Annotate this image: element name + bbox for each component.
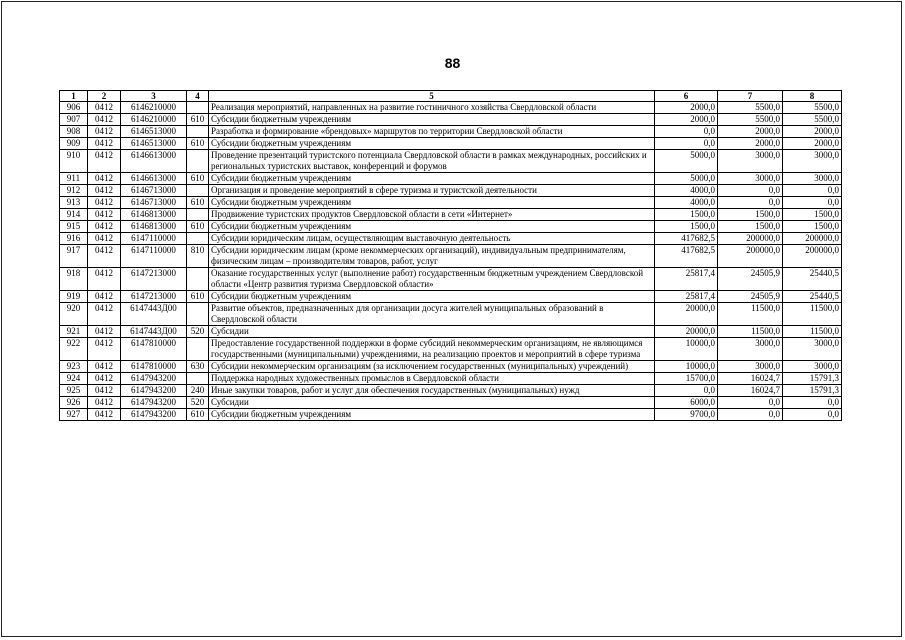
- expense-type-cell: 810: [187, 245, 209, 268]
- item-name-cell: Развитие объектов, предназначенных для организации досуга жителей муниципальных образований в Свердловской области: [209, 303, 655, 326]
- item-name-cell: Организация и проведение мероприятий в сфере туризма и туристской деятельности: [209, 185, 655, 197]
- column-header: 5: [209, 91, 655, 102]
- amount-col6-cell: 25817,4: [655, 291, 718, 303]
- item-name-cell: Субсидии бюджетным учреждениям: [209, 197, 655, 209]
- table-row: [60, 303, 842, 326]
- row-number-cell: 920: [60, 303, 88, 326]
- section-code-cell: 0412: [88, 173, 121, 185]
- table-row: [60, 114, 842, 126]
- row-number-cell: 912: [60, 185, 88, 197]
- amount-col8-cell: 5500,0: [783, 114, 842, 126]
- section-code-cell: 0412: [88, 409, 121, 421]
- section-code-cell: 0412: [88, 102, 121, 114]
- amount-col7-cell: 24505,9: [718, 291, 783, 303]
- amount-col8-cell: 25440,5: [783, 291, 842, 303]
- amount-col6-cell: 0,0: [655, 138, 718, 150]
- row-number-cell: 922: [60, 338, 88, 361]
- expense-type-cell: [187, 102, 209, 114]
- table-row: [60, 373, 842, 385]
- target-code-cell: 6146613000: [121, 150, 187, 173]
- amount-col8-cell: 11500,0: [783, 326, 842, 338]
- target-code-cell: 6147943200: [121, 385, 187, 397]
- table-row: [60, 338, 842, 361]
- expense-type-cell: 240: [187, 385, 209, 397]
- section-code-cell: 0412: [88, 361, 121, 373]
- section-code-cell: 0412: [88, 291, 121, 303]
- amount-col6-cell: 10000,0: [655, 361, 718, 373]
- item-name-cell: Субсидии юридическим лицам, осуществляющим выставочную деятельность: [209, 233, 655, 245]
- amount-col6-cell: 15700,0: [655, 373, 718, 385]
- column-header: 8: [783, 91, 842, 102]
- amount-col6-cell: 5000,0: [655, 150, 718, 173]
- item-name-cell: Субсидии бюджетным учреждениям: [209, 114, 655, 126]
- amount-col8-cell: 0,0: [783, 185, 842, 197]
- section-code-cell: 0412: [88, 209, 121, 221]
- target-code-cell: 6147110000: [121, 245, 187, 268]
- amount-col7-cell: 5500,0: [718, 114, 783, 126]
- column-header: 6: [655, 91, 718, 102]
- amount-col6-cell: 9700,0: [655, 409, 718, 421]
- amount-col8-cell: 200000,0: [783, 233, 842, 245]
- target-code-cell: 6147213000: [121, 291, 187, 303]
- target-code-cell: 6147943200: [121, 409, 187, 421]
- target-code-cell: 6146513000: [121, 126, 187, 138]
- item-name-cell: Разработка и формирование «брендовых» маршрутов по территории Свердловской области: [209, 126, 655, 138]
- amount-col7-cell: 2000,0: [718, 126, 783, 138]
- amount-col6-cell: 20000,0: [655, 303, 718, 326]
- row-number-cell: 921: [60, 326, 88, 338]
- row-number-cell: 914: [60, 209, 88, 221]
- item-name-cell: Оказание государственных услуг (выполнение работ) государственным бюджетным учреждением Свердловской области «Центр развития туризма Свердловской области»: [209, 268, 655, 291]
- amount-col6-cell: 2000,0: [655, 114, 718, 126]
- amount-col7-cell: 200000,0: [718, 233, 783, 245]
- column-header: 1: [60, 91, 88, 102]
- row-number-cell: 926: [60, 397, 88, 409]
- table-row: [60, 245, 842, 268]
- item-name-cell: Иные закупки товаров, работ и услуг для обеспечения государственных (муниципальных) нужд: [209, 385, 655, 397]
- section-code-cell: 0412: [88, 185, 121, 197]
- expense-type-cell: [187, 268, 209, 291]
- amount-col6-cell: 1500,0: [655, 209, 718, 221]
- amount-col6-cell: 10000,0: [655, 338, 718, 361]
- section-code-cell: 0412: [88, 373, 121, 385]
- section-code-cell: 0412: [88, 114, 121, 126]
- column-header: 7: [718, 91, 783, 102]
- item-name-cell: Поддержка народных художественных промыслов в Свердловской области: [209, 373, 655, 385]
- amount-col6-cell: 4000,0: [655, 185, 718, 197]
- row-number-cell: 919: [60, 291, 88, 303]
- table-row: [60, 409, 842, 421]
- amount-col7-cell: 0,0: [718, 197, 783, 209]
- amount-col8-cell: 3000,0: [783, 338, 842, 361]
- expense-type-cell: 610: [187, 291, 209, 303]
- amount-col7-cell: 1500,0: [718, 221, 783, 233]
- amount-col6-cell: 20000,0: [655, 326, 718, 338]
- target-code-cell: 6147810000: [121, 361, 187, 373]
- expense-type-cell: 610: [187, 409, 209, 421]
- amount-col8-cell: 11500,0: [783, 303, 842, 326]
- amount-col8-cell: 1500,0: [783, 209, 842, 221]
- item-name-cell: Субсидии юридическим лицам (кроме некоммерческих организаций), индивидуальным предпринимателям, физическим лицам – производителям товаров, работ, услуг: [209, 245, 655, 268]
- amount-col8-cell: 3000,0: [783, 361, 842, 373]
- column-header: 2: [88, 91, 121, 102]
- expense-type-cell: 520: [187, 397, 209, 409]
- item-name-cell: Субсидии бюджетным учреждениям: [209, 173, 655, 185]
- target-code-cell: 6147110000: [121, 233, 187, 245]
- amount-col7-cell: 11500,0: [718, 303, 783, 326]
- row-number-cell: 909: [60, 138, 88, 150]
- amount-col8-cell: 2000,0: [783, 138, 842, 150]
- section-code-cell: 0412: [88, 338, 121, 361]
- expense-type-cell: 610: [187, 114, 209, 126]
- section-code-cell: 0412: [88, 150, 121, 173]
- target-code-cell: 6147810000: [121, 338, 187, 361]
- target-code-cell: 6146513000: [121, 138, 187, 150]
- amount-col8-cell: 0,0: [783, 409, 842, 421]
- section-code-cell: 0412: [88, 126, 121, 138]
- table-row: [60, 209, 842, 221]
- amount-col7-cell: 3000,0: [718, 173, 783, 185]
- amount-col6-cell: 1500,0: [655, 221, 718, 233]
- section-code-cell: 0412: [88, 268, 121, 291]
- table-row: [60, 185, 842, 197]
- row-number-cell: 910: [60, 150, 88, 173]
- amount-col7-cell: 3000,0: [718, 361, 783, 373]
- target-code-cell: 6146813000: [121, 221, 187, 233]
- item-name-cell: Субсидии: [209, 397, 655, 409]
- amount-col8-cell: 0,0: [783, 397, 842, 409]
- section-code-cell: 0412: [88, 233, 121, 245]
- amount-col7-cell: 3000,0: [718, 338, 783, 361]
- expense-type-cell: 610: [187, 173, 209, 185]
- amount-col6-cell: 2000,0: [655, 102, 718, 114]
- section-code-cell: 0412: [88, 138, 121, 150]
- amount-col8-cell: 2000,0: [783, 126, 842, 138]
- row-number-cell: 915: [60, 221, 88, 233]
- row-number-cell: 917: [60, 245, 88, 268]
- amount-col8-cell: 200000,0: [783, 245, 842, 268]
- item-name-cell: Субсидии бюджетным учреждениям: [209, 291, 655, 303]
- table-row: [60, 268, 842, 291]
- row-number-cell: 927: [60, 409, 88, 421]
- amount-col8-cell: 1500,0: [783, 221, 842, 233]
- row-number-cell: 908: [60, 126, 88, 138]
- amount-col8-cell: 3000,0: [783, 173, 842, 185]
- amount-col7-cell: 3000,0: [718, 150, 783, 173]
- section-code-cell: 0412: [88, 397, 121, 409]
- section-code-cell: 0412: [88, 303, 121, 326]
- amount-col6-cell: 417682,5: [655, 233, 718, 245]
- row-number-cell: 911: [60, 173, 88, 185]
- page-number: 88: [444, 55, 461, 71]
- amount-col6-cell: 25817,4: [655, 268, 718, 291]
- amount-col8-cell: 5500,0: [783, 102, 842, 114]
- expense-type-cell: [187, 303, 209, 326]
- row-number-cell: 923: [60, 361, 88, 373]
- expense-type-cell: 520: [187, 326, 209, 338]
- item-name-cell: Субсидии некоммерческим организациям (за исключением государственных (муниципальных) учреждений): [209, 361, 655, 373]
- amount-col8-cell: 25440,5: [783, 268, 842, 291]
- amount-col6-cell: 5000,0: [655, 173, 718, 185]
- row-number-cell: 906: [60, 102, 88, 114]
- expense-type-cell: 630: [187, 361, 209, 373]
- section-code-cell: 0412: [88, 221, 121, 233]
- table-row: [60, 385, 842, 397]
- target-code-cell: 6147443Д00: [121, 326, 187, 338]
- amount-col7-cell: 5500,0: [718, 102, 783, 114]
- section-code-cell: 0412: [88, 326, 121, 338]
- item-name-cell: Реализация мероприятий, направленных на развитие гостиничного хозяйства Свердловской области: [209, 102, 655, 114]
- row-number-cell: 913: [60, 197, 88, 209]
- amount-col7-cell: 200000,0: [718, 245, 783, 268]
- table-row: [60, 361, 842, 373]
- target-code-cell: 6147443Д00: [121, 303, 187, 326]
- column-header: 3: [121, 91, 187, 102]
- table-row: [60, 221, 842, 233]
- table-row: [60, 197, 842, 209]
- expense-type-cell: 610: [187, 138, 209, 150]
- table-row: [60, 150, 842, 173]
- table-row: [60, 233, 842, 245]
- amount-col8-cell: 0,0: [783, 197, 842, 209]
- target-code-cell: 6146713000: [121, 197, 187, 209]
- item-name-cell: Предоставление государственной поддержки в форме субсидий некоммерческим организациям, не являющимся государственными (муниципальными) учреждениями, на реализацию проектов и мероприятий в сфере туризма: [209, 338, 655, 361]
- amount-col6-cell: 0,0: [655, 126, 718, 138]
- amount-col7-cell: 16024,7: [718, 385, 783, 397]
- target-code-cell: 6146210000: [121, 102, 187, 114]
- amount-col6-cell: 6000,0: [655, 397, 718, 409]
- table-row: [60, 397, 842, 409]
- expense-type-cell: [187, 373, 209, 385]
- row-number-cell: 916: [60, 233, 88, 245]
- item-name-cell: Субсидии бюджетным учреждениям: [209, 138, 655, 150]
- target-code-cell: 6146613000: [121, 173, 187, 185]
- table-row: [60, 138, 842, 150]
- amount-col7-cell: 1500,0: [718, 209, 783, 221]
- row-number-cell: 918: [60, 268, 88, 291]
- expense-type-cell: 610: [187, 221, 209, 233]
- expense-type-cell: [187, 209, 209, 221]
- amount-col8-cell: 3000,0: [783, 150, 842, 173]
- row-number-cell: 925: [60, 385, 88, 397]
- table-row: [60, 126, 842, 138]
- target-code-cell: 6147943200: [121, 373, 187, 385]
- target-code-cell: 6147943200: [121, 397, 187, 409]
- amount-col8-cell: 15791,3: [783, 373, 842, 385]
- amount-col6-cell: 4000,0: [655, 197, 718, 209]
- table-row: [60, 102, 842, 114]
- expense-type-cell: [187, 233, 209, 245]
- amount-col6-cell: 417682,5: [655, 245, 718, 268]
- amount-col8-cell: 15791,3: [783, 385, 842, 397]
- expense-type-cell: [187, 126, 209, 138]
- target-code-cell: 6147213000: [121, 268, 187, 291]
- item-name-cell: Субсидии бюджетным учреждениям: [209, 409, 655, 421]
- expense-type-cell: 610: [187, 197, 209, 209]
- target-code-cell: 6146713000: [121, 185, 187, 197]
- amount-col7-cell: 24505,9: [718, 268, 783, 291]
- row-number-cell: 907: [60, 114, 88, 126]
- amount-col7-cell: 0,0: [718, 185, 783, 197]
- section-code-cell: 0412: [88, 385, 121, 397]
- budget-table: [59, 90, 842, 421]
- header-row: [60, 91, 842, 102]
- expense-type-cell: [187, 185, 209, 197]
- target-code-cell: 6146210000: [121, 114, 187, 126]
- item-name-cell: Субсидии бюджетным учреждениям: [209, 221, 655, 233]
- amount-col7-cell: 0,0: [718, 409, 783, 421]
- section-code-cell: 0412: [88, 245, 121, 268]
- column-header: 4: [187, 91, 209, 102]
- item-name-cell: Продвижение туристских продуктов Свердловской области в сети «Интернет»: [209, 209, 655, 221]
- amount-col7-cell: 11500,0: [718, 326, 783, 338]
- expense-type-cell: [187, 150, 209, 173]
- expense-type-cell: [187, 338, 209, 361]
- section-code-cell: 0412: [88, 197, 121, 209]
- table-row: [60, 326, 842, 338]
- amount-col7-cell: 16024,7: [718, 373, 783, 385]
- table-row: [60, 173, 842, 185]
- target-code-cell: 6146813000: [121, 209, 187, 221]
- item-name-cell: Субсидии: [209, 326, 655, 338]
- row-number-cell: 924: [60, 373, 88, 385]
- amount-col7-cell: 2000,0: [718, 138, 783, 150]
- table-row: [60, 291, 842, 303]
- item-name-cell: Проведение презентаций туристского потенциала Свердловской области в рамках международных, российских и региональных туристских выставок, конференций и форумов: [209, 150, 655, 173]
- amount-col6-cell: 0,0: [655, 385, 718, 397]
- amount-col7-cell: 0,0: [718, 397, 783, 409]
